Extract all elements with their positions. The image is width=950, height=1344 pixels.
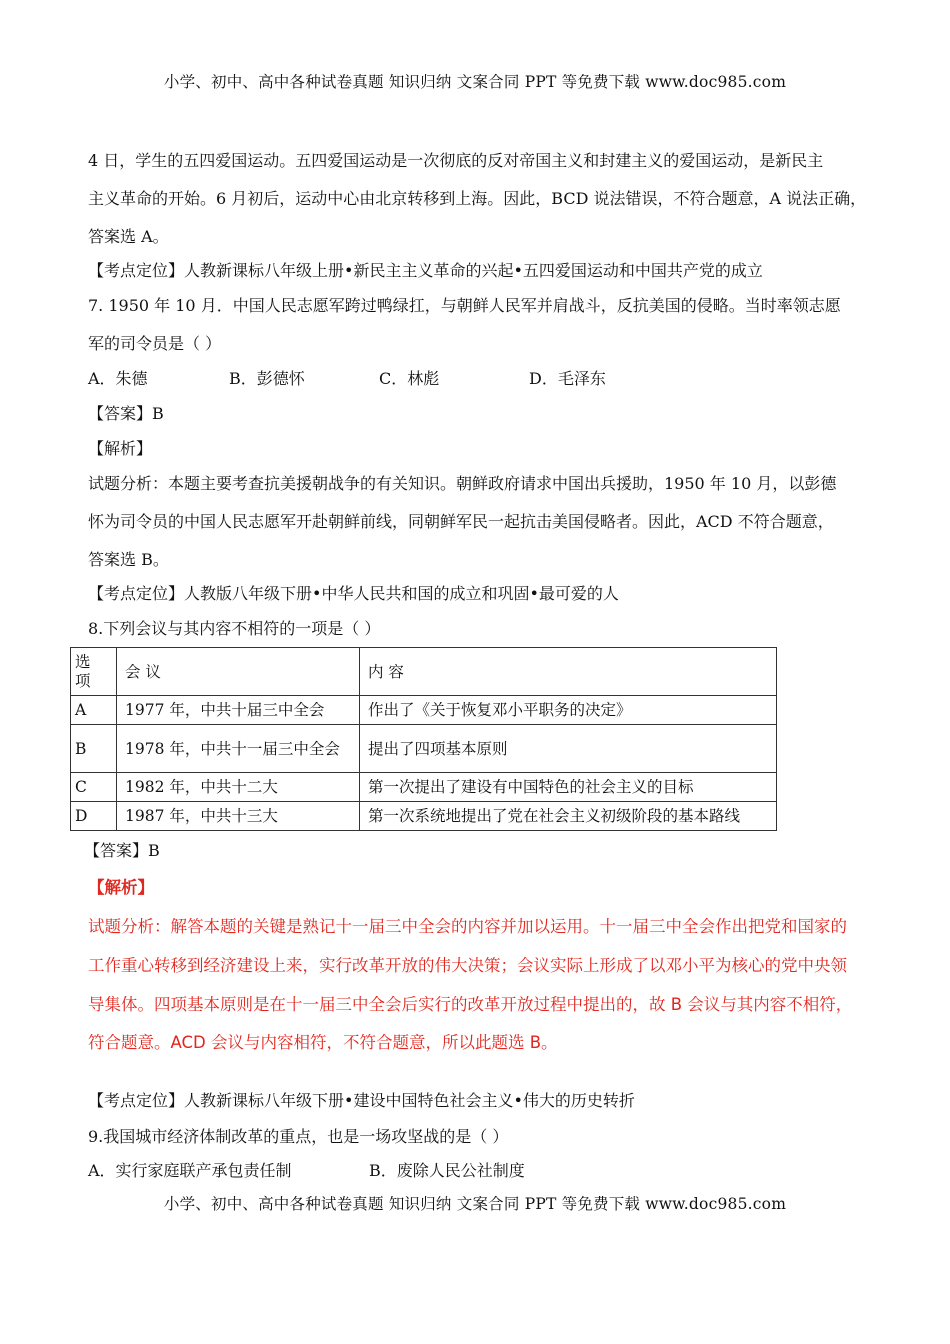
table-cell-option: B	[71, 725, 117, 773]
table-cell-content: 作出了《关于恢复邓小平职务的决定》	[360, 696, 777, 725]
q7-stem-2: 军的司令员是（ ）	[88, 334, 222, 353]
q7-answer: 【答案】B	[88, 404, 164, 423]
q7-analysis-3: 答案选 B。	[88, 550, 169, 569]
table-header-row	[71, 648, 777, 696]
table-cell-content: 第一次提出了建设有中国特色的社会主义的目标	[360, 773, 777, 802]
table-row	[71, 725, 777, 773]
q6-kaodian: 【考点定位】人教新课标八年级上册•新民主主义革命的兴起•五四爱国运动和中国共产党的成立	[88, 261, 763, 280]
q7-option-a: A．朱德	[88, 369, 148, 388]
table-cell-option: D	[71, 802, 117, 831]
table-cell-meeting: 1987 年，中共十三大	[117, 802, 360, 831]
table-header-content: 内 容	[360, 648, 777, 696]
table-cell-content: 提出了四项基本原则	[360, 725, 777, 773]
q8-analysis-1: 试题分析：解答本题的关键是熟记十一届三中全会的内容并加以运用。十一届三中全会作出把党和国家的	[88, 917, 847, 936]
q6-line-3: 答案选 A。	[88, 227, 169, 246]
q8-table	[70, 647, 777, 831]
table-header-meeting: 会 议	[117, 648, 360, 696]
table-cell-meeting: 1977 年，中共十届三中全会	[117, 696, 360, 725]
q7-jiexi-title: 【解析】	[88, 439, 153, 458]
q8-stem: 8.下列会议与其内容不相符的一项是（ ）	[88, 619, 381, 638]
table-cell-meeting: 1982 年，中共十二大	[117, 773, 360, 802]
q7-option-c: C．林彪	[379, 369, 440, 388]
q9-option-a: A．实行家庭联产承包责任制	[88, 1161, 292, 1180]
q8-analysis-2: 工作重心转移到经济建设上来，实行改革开放的伟大决策；会议实际上形成了以邓小平为核心的党中央领	[88, 956, 847, 975]
table-cell-option: C	[71, 773, 117, 802]
q7-option-b: B．彭德怀	[229, 369, 305, 388]
q6-line-2: 主义革命的开始。6 月初后，运动中心由北京转移到上海。因此，BCD 说法错误，不符合题意，A 说法正确，	[88, 189, 867, 208]
page-footer: 小学、初中、高中各种试卷真题 知识归纳 文案合同 PPT 等免费下载 www.doc985.com	[163, 1195, 787, 1213]
table-row	[71, 696, 777, 725]
table-cell-content: 第一次系统地提出了党在社会主义初级阶段的基本路线	[360, 802, 777, 831]
table-header-option	[71, 648, 117, 696]
table-cell-option: A	[71, 696, 117, 725]
q8-kaodian: 【考点定位】人教新课标八年级下册•建设中国特色社会主义•伟大的历史转折	[88, 1091, 635, 1110]
page-header: 小学、初中、高中各种试卷真题 知识归纳 文案合同 PPT 等免费下载 www.doc985.com	[163, 73, 787, 91]
q7-stem-1: 7. 1950 年 10 月．中国人民志愿军跨过鸭绿扛，与朝鲜人民军并肩战斗，反抗美国的侵略。当时率领志愿	[88, 296, 841, 315]
q9-stem: 9.我国城市经济体制改革的重点，也是一场攻坚战的是（ ）	[88, 1127, 509, 1146]
table-cell-meeting: 1978 年，中共十一届三中全会	[117, 725, 360, 773]
q8-analysis-3: 导集体。四项基本原则是在十一届三中全会后实行的改革开放过程中提出的，故 B 会议与其内容不相符，	[88, 995, 853, 1014]
q7-kaodian: 【考点定位】人教版八年级下册•中华人民共和国的成立和巩固•最可爱的人	[88, 584, 619, 603]
header-option-text: 选项	[75, 652, 91, 690]
q8-answer: 【答案】B	[84, 841, 160, 860]
q6-line-1: 4 日，学生的五四爱国运动。五四爱国运动是一次彻底的反对帝国主义和封建主义的爱国运动，是新民主	[88, 151, 824, 170]
q8-analysis-4: 符合题意。ACD 会议与内容相符，不符合题意，所以此题选 B。	[88, 1033, 558, 1052]
table-row	[71, 773, 777, 802]
q7-option-d: D．毛泽东	[529, 369, 606, 388]
q7-analysis-2: 怀为司令员的中国人民志愿军开赴朝鲜前线，同朝鲜军民一起抗击美国侵略者。因此，ACD 不符合题意，	[88, 512, 834, 531]
q7-analysis-1: 试题分析：本题主要考查抗美援朝战争的有关知识。朝鲜政府请求中国出兵援助，1950 年 10 月，以彭德	[88, 474, 837, 493]
q9-option-b: B．废除人民公社制度	[369, 1161, 525, 1180]
table-row	[71, 802, 777, 831]
q8-jiexi-title: 【解析】	[88, 878, 154, 897]
